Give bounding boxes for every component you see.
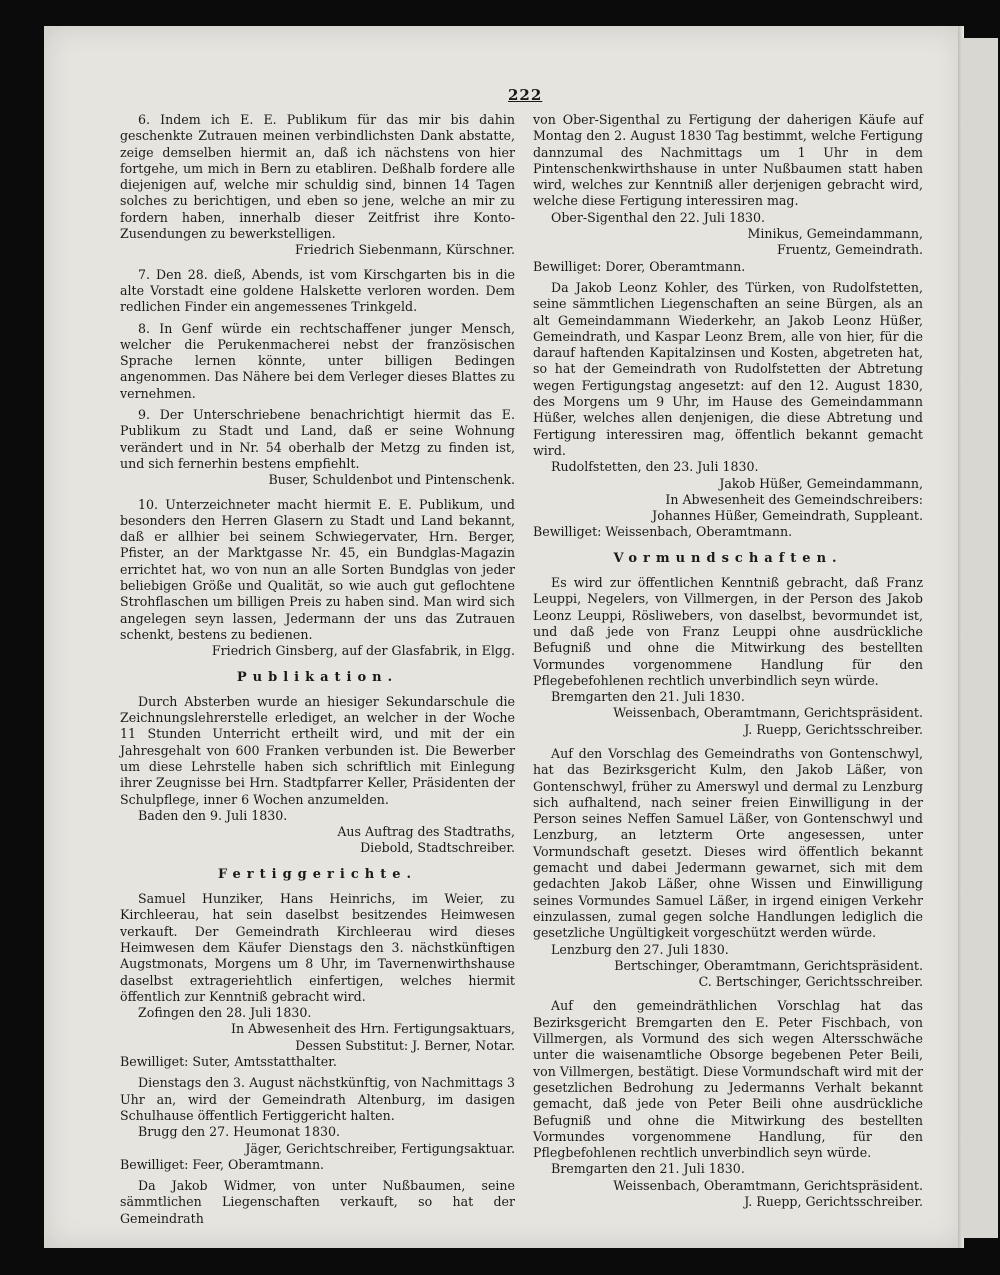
vormund-2-date: Lenzburg den 27. Juli 1830. [551, 941, 729, 957]
fertig-3-continued: von Ober-Sigenthal zu Fertigung der daherigen Käufe auf Montag den 2. August 1830 Tag bestimmt, welche Fertigung dannzumal des Nachmittags um 1 Uhr in dem Pintenschenkwirthshause in unter Nußbaumen statt haben wird, welches zur Kenntniß aller derjenigen gebracht wird, welche diese Fertigung interessiren mag. [533, 112, 923, 209]
vormund-1-signature-1: Weissenbach, Oberamtmann, Gerichtspräsident. [613, 705, 923, 721]
fertig-4-date: Rudolfstetten, den 23. Juli 1830. [551, 459, 759, 475]
page-number: 222 [508, 86, 543, 104]
vormundschaften-heading: Vormundschaften. [613, 550, 843, 566]
fertig-2-approved: Bewilliget: Feer, Oberamtmann. [120, 1156, 325, 1172]
fertig-4-text: Da Jakob Leonz Kohler, des Türken, von Rudolfstetten, seine sämmtlichen Liegenschaften an seine Bürgen, als an alt Gemeindammann Wiederkehr, an Jakob Leonz Hüßer, Gemeindrath, und Kaspar Leonz Brem, alle von hier, für die darauf haftenden Kapitalzinsen und Kosten, abgetreten hat, so hat der Gemeindrath von Rudolfstetten der Abtretung wegen Fertigungstag angesetzt: auf den 12. August 1830, des Morgens um 9 Uhr, im Hause des Gemeindammann Hüßer, welches allen denjenigen, die diese Abtretung und Fertigung interessiren mag, öffentlich bekannt gemacht wird. [533, 279, 923, 458]
vormund-2-signature-1: Bertschinger, Oberamtmann, Gerichtspräsident. [614, 957, 923, 973]
fertiggerichte-heading: Fertiggerichte. [218, 866, 417, 882]
fertig-1-signature-1: In Abwesenheit des Hrn. Fertigungsaktuars, [231, 1021, 515, 1037]
notice-7: 7. Den 28. dieß, Abends, ist vom Kirschgarten bis in die alte Vorstadt eine goldene Halskette verloren worden. Dem redlichen Finder ein angemessenes Trinkgeld. [120, 266, 515, 315]
fertig-4-approved: Bewilliget: Weissenbach, Oberamtmann. [533, 524, 793, 540]
notice-8: 8. In Genf würde ein rechtschaffener junger Mensch, welcher die Perukenmacherei nebst der französischen Sprache lernen könnte, unter billigen Bedingen angenommen. Das Nähere bei dem Verleger dieses Blattes zu vernehmen. [120, 320, 515, 401]
fertig-2-text: Dienstags den 3. August nächstkünftig, von Nachmittags 3 Uhr an, wird der Gemeindrath Altenburg, im dasigen Schulhause öffentlich Fertiggericht halten. [120, 1075, 515, 1123]
fertig-3-signature-1: Minikus, Gemeindammann, [747, 226, 923, 242]
publikation-signature-2: Diebold, Stadtschreiber. [360, 840, 515, 856]
fertig-2-date: Brugg den 27. Heumonat 1830. [138, 1124, 340, 1140]
vormund-1-text: Es wird zur öffentlichen Kenntniß gebracht, daß Franz Leuppi, Negelers, von Villmergen, in der Person des Jakob Leonz Leuppi, Rösliwebers, von daselbst, bevormundet ist, und daß jede von Franz Leuppi ohne ausdrückliche Befugniß und ohne die Mitwirkung des bestellten Vormundes vorgenommene Handlung für den Pflegebefohlenen rechtlich unverbindlich seyn würde. [533, 575, 923, 688]
next-page-edge [962, 38, 998, 1238]
vormund-3-signature-1: Weissenbach, Oberamtmann, Gerichtspräsident. [613, 1177, 923, 1193]
vormund-3-signature-2: J. Ruepp, Gerichtsschreiber. [744, 1194, 923, 1209]
fertig-1-approved: Bewilliget: Suter, Amtsstatthalter. [120, 1054, 337, 1070]
fertig-3-text: Da Jakob Widmer, von unter Nußbaumen, seine sämmtlichen Liegenschaften verkauft, so hat der Gemeindrath [120, 1178, 515, 1226]
vormund-2-text: Auf den Vorschlag des Gemeindraths von Gontenschwyl, hat das Bezirksgericht Kulm, den Jakob Läßer, von Gontenschwyl, früher zu Amerswyl und dermal zu Lenzburg sich aufhaltend, nach seiner freien Einwilligung in der Person seines Neffen Samuel Läßer, von Gontenschwyl und Lenzburg, an letzterm Orte angesessen, unter Vormundschaft gesetzt. Dieses wird öffentlich bekannt gemacht und dabei Jedermann gewarnet, sich mit dem gedachten Jakob Läßer, ohne Wissen und Einwilligung seines Vormundes Samuel Läßer, in irgend einigen Verkehr einzulassen, zumal gegen solche Handlungen lediglich die gesetzliche Ungültigkeit vorgeschützt werden würde. [533, 745, 923, 941]
vormund-3-date: Bremgarten den 21. Juli 1830. [551, 1161, 745, 1177]
fertig-1-signature-2: Dessen Substitut: J. Berner, Notar. [295, 1037, 515, 1053]
fertig-4-signature-1: Jakob Hüßer, Gemeindammann, [719, 475, 923, 491]
publikation-signature-1: Aus Auftrag des Stadtraths, [337, 824, 515, 840]
notice-10: 10. Unterzeichneter macht hiermit E. E. Publikum, und besonders den Herren Glasern zu Stadt und Land bekannt, daß er allhier bei seinem Schwiegervater, Hrn. Berger, Pfister, an der Marktgasse Nr. 45, ein Bundglas-Magazin errichtet hat, wo von nun an alle Sorten Bundglas von jeder beliebigen Größe und Qualität, so wie auch gut geflochtene Strohflaschen um billigen Preis zu haben sind. Man wird sich angelegen seyn lassen, Jedermann der uns das Zutrauen schenkt, bestens zu bedienen. [120, 496, 515, 642]
fertig-3-date: Ober-Sigenthal den 22. Juli 1830. [551, 209, 766, 225]
notice-9: 9. Der Unterschriebene benachrichtigt hiermit das E. Publikum zu Stadt und Land, daß er seine Wohnung verändert und in Nr. 54 oberhalb der Metzg zu finden ist, und sich fernerhin bestens empfiehlt. [120, 407, 515, 471]
fertig-1-text: Samuel Hunziker, Hans Heinrichs, im Weier, zu Kirchleerau, hat sein daselbst besitzendes Heimwesen verkauft. Der Gemeindrath Kirchleerau wird dieses Heimwesen dem Käufer Dienstags den 3. nächstkünftigen Augstmonats, Morgens um 8 Uhr, im Tavernenwirthshause daselbst extrageriehtlich einfertigen, welches hiermit öffentlich zur Kenntniß gebracht wird. [120, 891, 515, 1004]
publikation-date: Baden den 9. Juli 1830. [138, 807, 288, 823]
vormund-1-signature-2: J. Ruepp, Gerichtsschreiber. [744, 721, 923, 737]
fertig-1-date: Zofingen den 28. Juli 1830. [138, 1005, 312, 1021]
right-column [533, 112, 923, 1210]
left-column [120, 112, 515, 1227]
fertig-2-signature: Jäger, Gerichtschreiber, Fertigungsaktuar. [245, 1140, 515, 1156]
fertig-4-signature-2: In Abwesenheit des Gemeindschreibers: [665, 491, 923, 507]
vormund-1-date: Bremgarten den 21. Juli 1830. [551, 689, 745, 705]
vormund-2-signature-2: C. Bertschinger, Gerichtsschreiber. [698, 974, 923, 990]
vormund-3-text: Auf den gemeindräthlichen Vorschlag hat das Bezirksgericht Bremgarten den E. Peter Fischbach, von Villmergen, als Vormund des sich wegen Altersschwäche unter die waisenamtliche Obsorge begebenen Peter Beili, von Villmergen, bestätigt. Diese Vormundschaft wird mit der gesetzlichen Bedrohung zu Jedermanns Verhalt bekannt gemacht, daß jede von Peter Beili ohne ausdrückliche Befugniß und ohne die Mitwirkung des bestellten Vormundes vorgenommene Handlung, für den Pflegbefohlenen rechtlich unverbindlich seyn würde. [533, 998, 923, 1161]
notice-10-signature: Friedrich Ginsberg, auf der Glasfabrik, in Elgg. [211, 643, 515, 659]
fertig-3-signature-2: Fruentz, Gemeindrath. [777, 242, 923, 258]
publikation-text: Durch Absterben wurde an hiesiger Sekundarschule die Zeichnungslehrerstelle erlediget, an welcher in der Woche 11 Stunden Unterricht ertheilt wird, und mit der ein Jahresgehalt von 600 Franken verbunden ist. Die Bewerber um diese Lehrstelle haben sich schriftlich mit Einlegung ihrer Zeugnisse bei Hrn. Stadtpfarrer Keller, Präsidenten der Schulpflege, inner 6 Wochen anzumelden. [120, 693, 515, 807]
notice-9-signature: Buser, Schuldenbot und Pintenschenk. [268, 472, 515, 488]
notice-6: 6. Indem ich E. E. Publikum für das mir bis dahin geschenkte Zutrauen meinen verbindlichsten Dank abstatte, zeige demselben hiermit an, daß ich nächstens von hier fortgehe, um mich in Bern zu etabliren. Deßhalb fordere alle diejenigen auf, welche mir schuldig sind, binnen 14 Tagen solches zu berichtigen, und eben so jene, welche an mir zu fordern haben, innerhalb dieser Zeitfrist ihre Konto-Zusendungen zu bewerkstelligen. [120, 112, 515, 242]
fertig-3-approved: Bewilliget: Dorer, Oberamtmann. [533, 258, 746, 274]
notice-6-signature: Friedrich Siebenmann, Kürschner. [294, 242, 515, 258]
fertig-4-signature-3: Johannes Hüßer, Gemeindrath, Suppleant. [652, 508, 923, 524]
publikation-heading: Publikation. [236, 669, 399, 685]
